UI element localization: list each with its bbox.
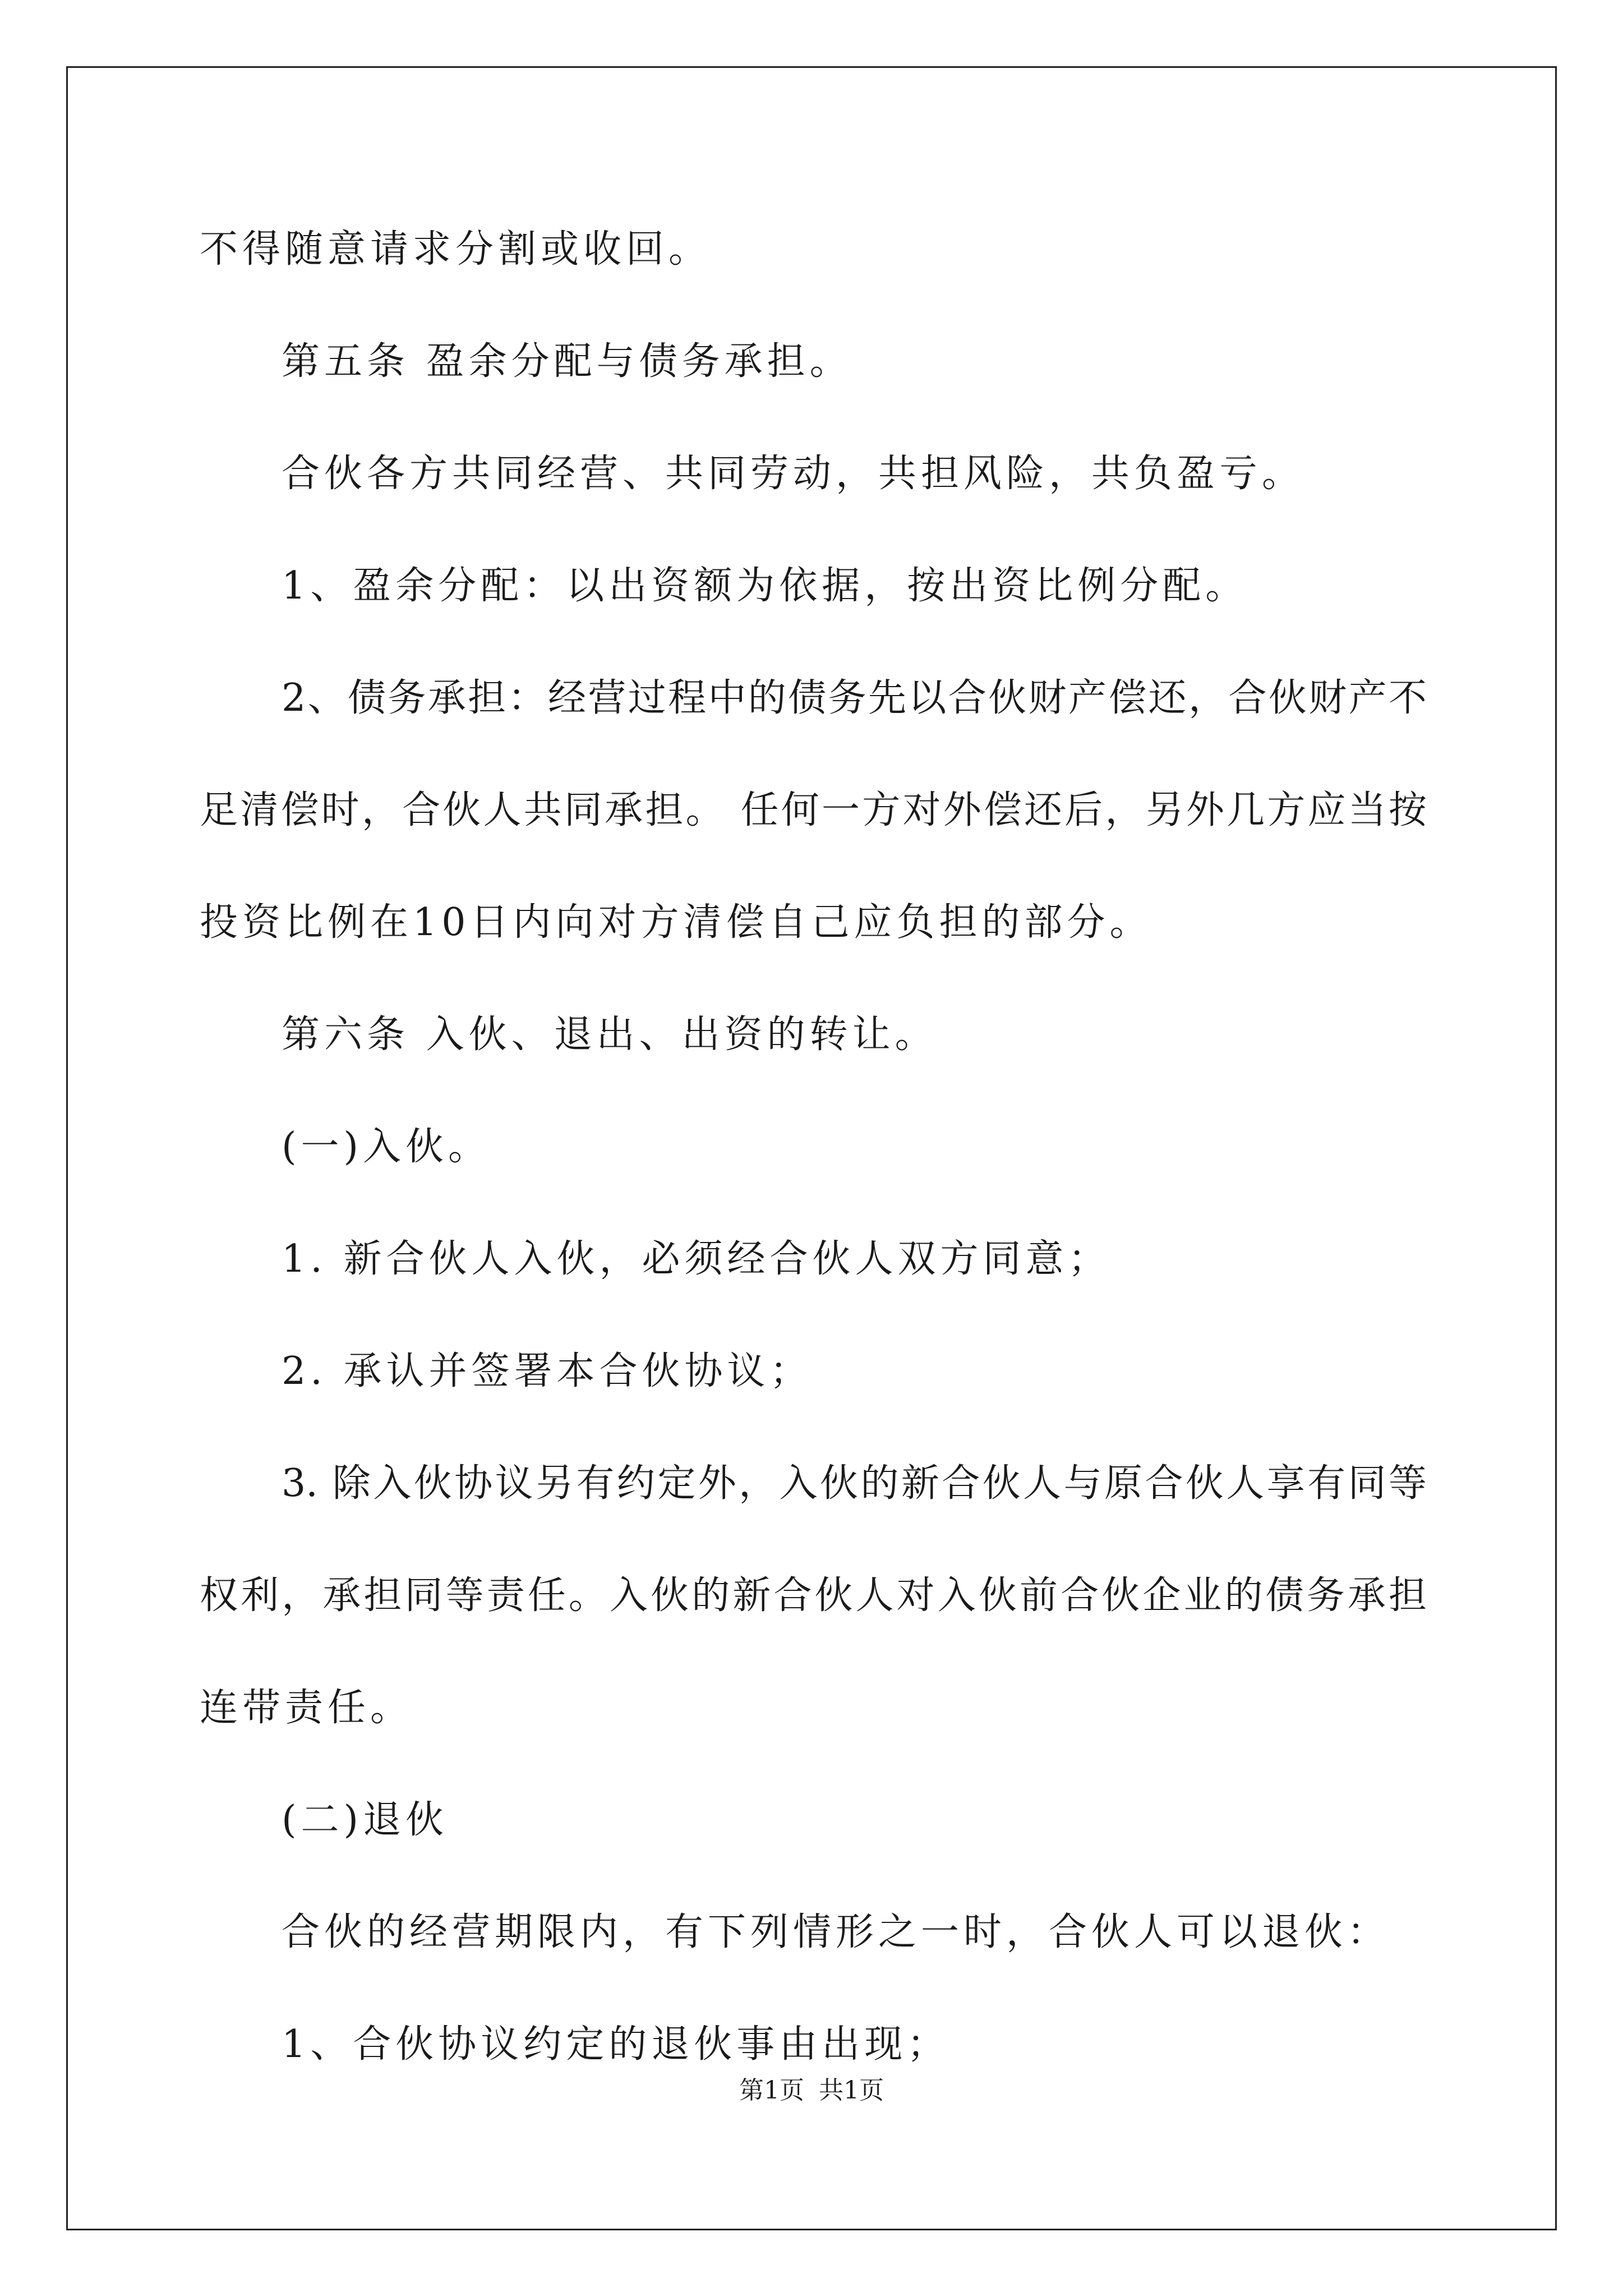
text-line: (一)入伙。 [282, 1125, 491, 1169]
text-line: 第六条 入伙、退出、出资的转让。 [282, 1013, 938, 1057]
text-line: 连带责任。 [200, 1686, 413, 1730]
page-footer [0, 2074, 1623, 2108]
text-line: 不得随意请求分割或收回。 [200, 227, 712, 272]
page-total: 共1页 [819, 2076, 884, 2105]
text-line: 投资比例在10日内向对方清偿自己应负担的部分。 [200, 900, 1152, 945]
text-line: 2、债务承担：经营过程中的债务先以合伙财产偿还，合伙财产不 [282, 676, 1427, 720]
text-line: 1. 新合伙人入伙，必须经合伙人双方同意； [282, 1237, 1111, 1281]
text-line: 合伙的经营期限内，有下列情形之一时，合伙人可以退伙： [282, 1910, 1390, 1954]
text-line: 第五条 盈余分配与债务承担。 [282, 339, 852, 384]
text-line: 3. 除入伙协议另有约定外，入伙的新合伙人与原合伙人享有同等 [282, 1461, 1427, 1506]
text-line: 1、合伙协议约定的退伙事由出现； [282, 2022, 950, 2067]
text-line: 合伙各方共同经营、共同劳动，共担风险，共负盈亏。 [282, 452, 1305, 496]
text-line: 权利，承担同等责任。入伙的新合伙人对入伙前合伙企业的债务承担 [200, 1573, 1427, 1618]
text-line: (二)退伙 [282, 1798, 449, 1842]
text-line: 足清偿时，合伙人共同承担。 任何一方对外偿还后，另外几方应当按 [200, 788, 1427, 832]
text-line: 1、盈余分配：以出资额为依据，按出资比例分配。 [282, 564, 1248, 608]
page-number: 第1页 [739, 2076, 804, 2105]
text-line: 2. 承认并签署本合伙协议； [282, 1349, 813, 1393]
